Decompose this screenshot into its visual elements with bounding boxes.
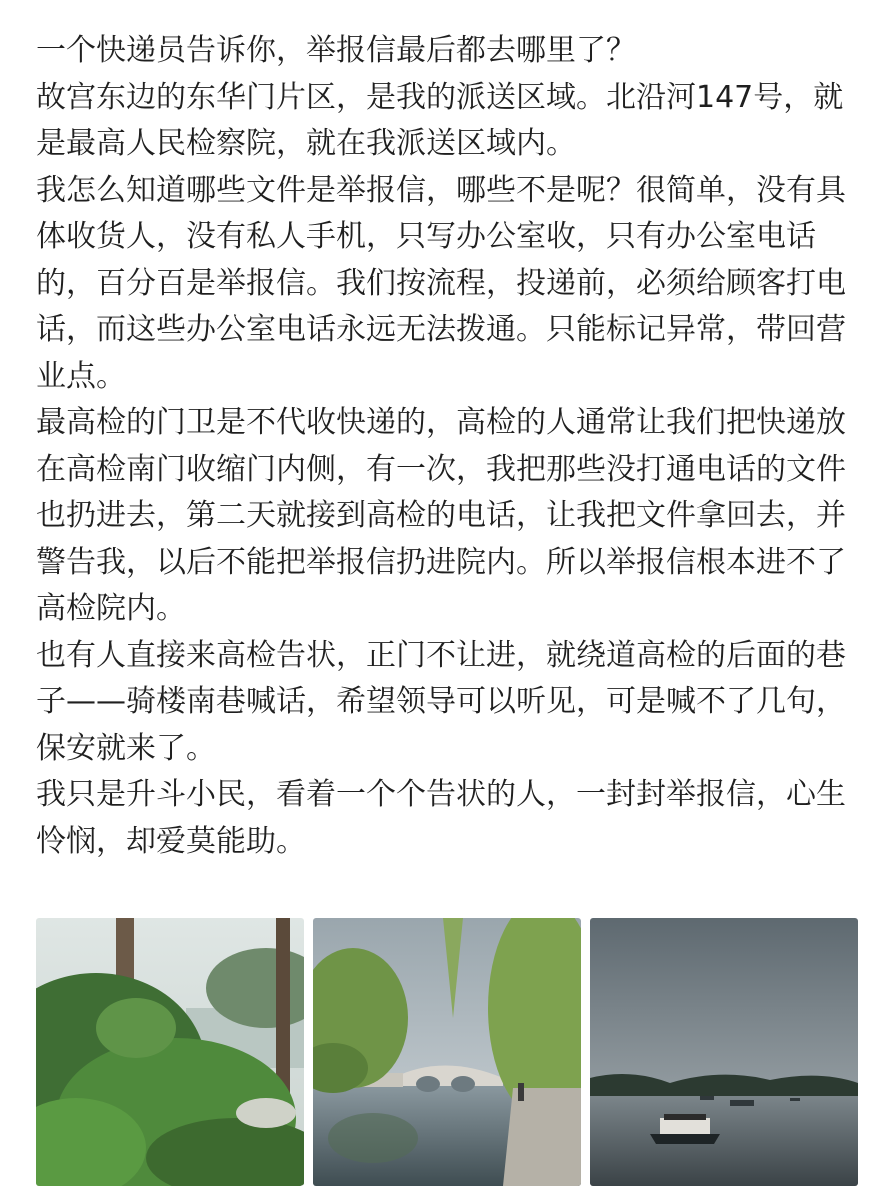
post-paragraph-2: 故宫东边的东华门片区，是我的派送区域。北沿河147号，就是最高人民检察院，就在我派送区域内。 xyxy=(36,79,844,161)
photo-greenery[interactable] xyxy=(36,918,304,1186)
post-paragraph-4: 最高检的门卫是不代收快递的，高检的人通常让我们把快递放在高检南门收缩门内侧，有一次，我把那些没打通电话的文件也扔进去，第二天就接到高检的电话，让我把文件拿回去，并警告我，以后不能把举报信扔进院内。所以举报信根本进不了高检院内。 xyxy=(36,405,846,626)
photo-greenery-image xyxy=(36,918,304,1186)
post-body xyxy=(36,28,866,865)
photo-canal-bridge-image xyxy=(313,918,581,1186)
post-paragraph-1: 一个快递员告诉你，举报信最后都去哪里了？ xyxy=(36,33,636,68)
post-paragraph-5: 也有人直接来高检告状，正门不让进，就绕道高检的后面的巷子——骑楼南巷喊话，希望领导可以听见，可是喊不了几句，保安就来了。 xyxy=(36,637,846,766)
post-paragraph-3: 我怎么知道哪些文件是举报信，哪些不是呢？很简单，没有具体收货人，没有私人手机，只写办公室收，只有办公室电话的，百分百是举报信。我们按流程，投递前，必须给顾客打电话，而这些办公室电话永远无法拨通。只能标记异常，带回营业点。 xyxy=(36,172,846,394)
photo-lake-boats[interactable] xyxy=(590,918,858,1186)
photo-lake-boats-image xyxy=(590,918,858,1186)
post-paragraph-6: 我只是升斗小民，看着一个个告状的人，一封封举报信，心生怜悯，却爱莫能助。 xyxy=(36,777,846,859)
photo-canal-bridge[interactable] xyxy=(313,918,581,1186)
photo-grid xyxy=(36,918,858,1186)
